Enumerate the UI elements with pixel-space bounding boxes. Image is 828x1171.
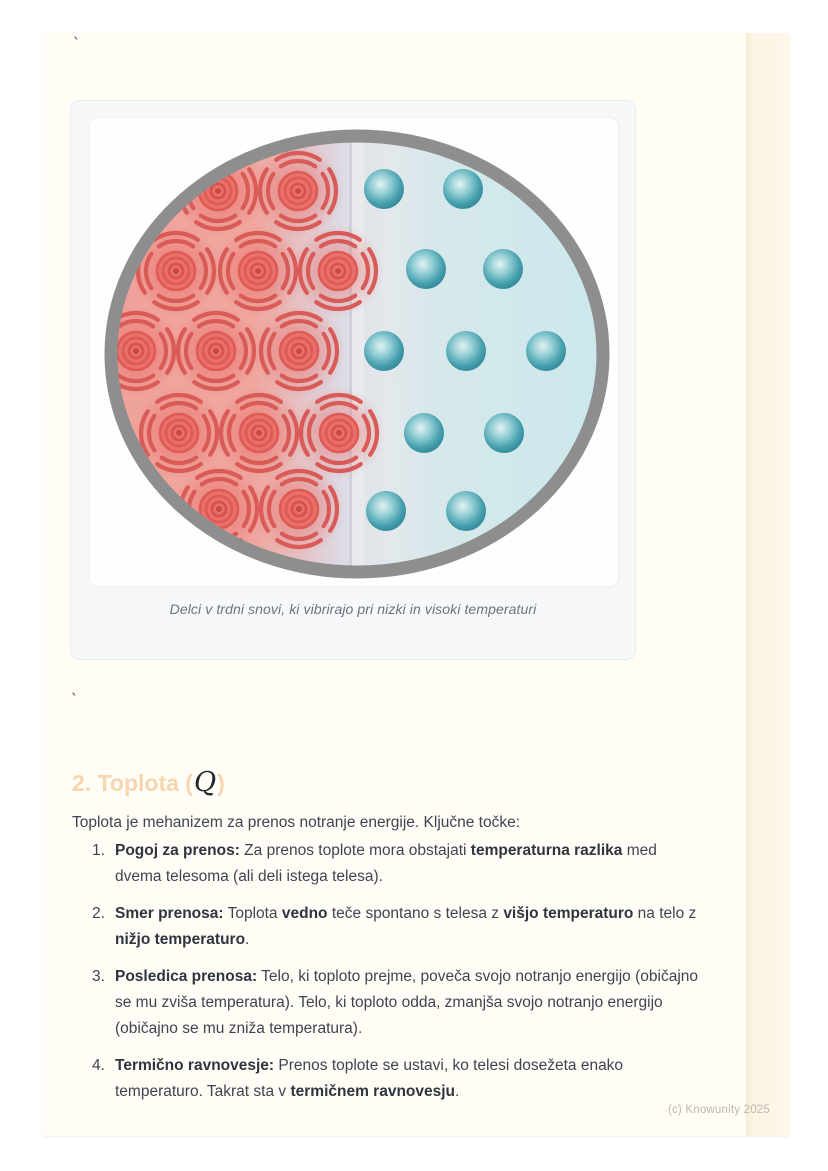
figure-card <box>70 100 636 660</box>
list-item-number: 3. <box>92 968 105 985</box>
section-heading-prefix: 2. Toplota ( <box>72 770 193 797</box>
list-item-number: 2. <box>92 905 105 922</box>
figure-image-frame <box>90 118 618 586</box>
page-edge-stripe <box>746 33 790 1136</box>
hot-cold-divider <box>349 128 352 580</box>
list-item-text: Smer prenosa: Toplota vedno teče spontano s telesa z višjo temperaturo na telo z nižjo temperaturo. <box>115 905 697 948</box>
key-points-list <box>92 838 706 1116</box>
stray-backtick-middle: ` <box>70 691 80 709</box>
list-item <box>92 1053 706 1105</box>
copyright-note: (c) Knowunity 2025 <box>667 1104 770 1116</box>
figure-caption: Delci v trdni snovi, ki vibrirajo pri nizki in visoki temperaturi <box>169 601 537 617</box>
section-heading <box>72 766 225 800</box>
list-item-number: 1. <box>92 842 105 859</box>
stray-backtick-top: ` <box>72 35 82 53</box>
list-item <box>92 901 706 953</box>
list-item <box>92 838 706 890</box>
heat-symbol-q: Q <box>193 767 217 799</box>
vibrating-particles-illustration <box>90 118 618 586</box>
hot-side-particles <box>90 145 385 555</box>
list-item-text: Termično ravnovesje: Prenos toplote se ustavi, ko telesi dosežeta enako temperaturo. Takrat sta v termičnem ravnovesju. <box>115 1057 624 1100</box>
list-item-text: Posledica prenosa: Telo, ki toploto prejme, poveča svojo notranjo energijo (običajno se mu zviša temperatura). Telo, ki toploto odda, zmanjša svojo notranjo energijo (običajno se mu zniža temperatura). <box>115 968 699 1037</box>
section-heading-suffix: ) <box>217 770 225 797</box>
list-item-text: Pogoj za prenos: Za prenos toplote mora obstajati temperaturna razlika med dvema telesoma (ali deli istega telesa). <box>115 842 657 885</box>
list-item-number: 4. <box>92 1057 105 1074</box>
note-page <box>42 33 790 1136</box>
list-item <box>92 964 706 1042</box>
section-intro: Toplota je mehanizem za prenos notranje energije. Ključne točke: <box>72 813 521 831</box>
